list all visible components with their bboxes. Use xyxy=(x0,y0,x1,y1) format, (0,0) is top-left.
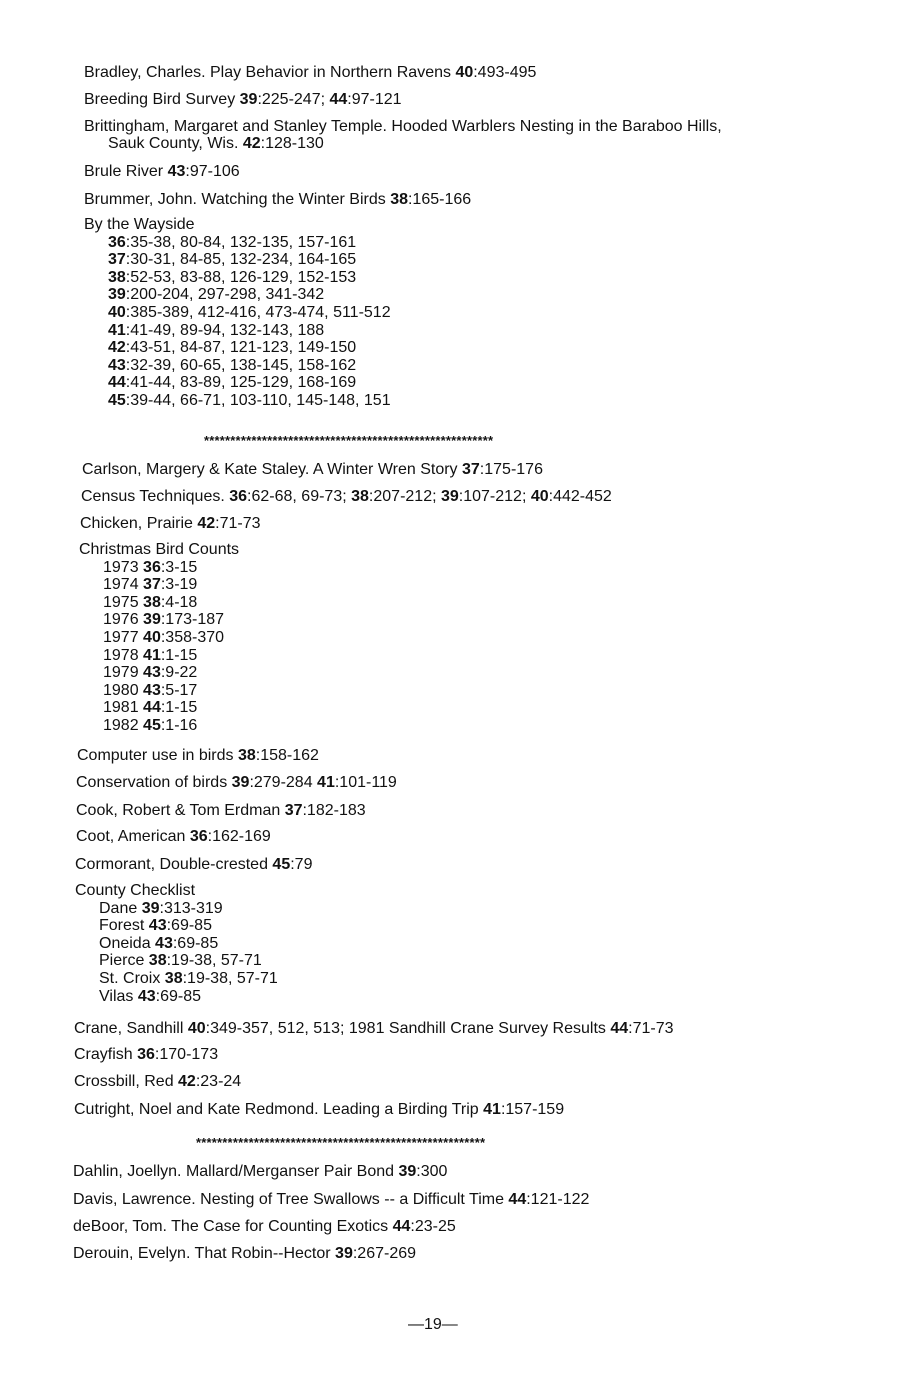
index-entry-coot: Coot, American 36:162-169 xyxy=(76,828,271,845)
index-entry-dahlin: Dahlin, Joellyn. Mallard/Merganser Pair Bond 39:300 xyxy=(73,1163,448,1180)
cbc-line: 1975 38:4-18 xyxy=(103,593,198,611)
index-entry-conservation: Conservation of birds 39:279-284 41:101-119 xyxy=(76,774,397,791)
cbc-line: 1977 40:358-370 xyxy=(103,628,225,646)
cbc-line: 1973 36:3-15 xyxy=(103,558,198,576)
wayside-line: 37:30-31, 84-85, 132-234, 164-165 xyxy=(108,251,357,269)
wayside-line: 45:39-44, 66-71, 103-110, 145-148, 151 xyxy=(108,391,391,409)
index-entry-census-techniques: Census Techniques. 36:62-68, 69-73; 38:207-212; 39:107-212; 40:442-452 xyxy=(81,488,612,505)
cbc-line: 1978 41:1-15 xyxy=(103,646,198,664)
wayside-line: 44:41-44, 83-89, 125-129, 168-169 xyxy=(108,374,357,392)
cbc-line: 1980 43:5-17 xyxy=(103,681,198,699)
entry-heading: Christmas Bird Counts xyxy=(79,541,240,558)
index-entry-crane-sandhill: Crane, Sandhill 40:349-357, 512, 513; 1981 Sandhill Crane Survey Results 44:71-73 xyxy=(74,1020,674,1037)
index-entry-cutright: Cutright, Noel and Kate Redmond. Leading a Birding Trip 41:157-159 xyxy=(74,1101,565,1118)
cbc-line: 1976 39:173-187 xyxy=(103,611,225,629)
index-entry-cook: Cook, Robert & Tom Erdman 37:182-183 xyxy=(76,802,366,819)
index-entry-carlson: Carlson, Margery & Kate Staley. A Winter Wren Story 37:175-176 xyxy=(82,461,543,478)
section-separator: ******************************************************* xyxy=(204,433,494,448)
county-line: Dane 39:313-319 xyxy=(99,899,223,917)
wayside-line: 36:35-38, 80-84, 132-135, 157-161 xyxy=(108,233,357,251)
section-separator: ******************************************************* xyxy=(196,1135,486,1150)
index-entry-brule-river: Brule River 43:97-106 xyxy=(84,163,240,180)
wayside-line: 41:41-49, 89-94, 132-143, 188 xyxy=(108,321,325,339)
entry-heading: County Checklist xyxy=(75,882,196,899)
index-entry-county-checklist xyxy=(75,882,278,1005)
index-entry-crayfish: Crayfish 36:170-173 xyxy=(74,1046,219,1063)
wayside-line: 42:43-51, 84-87, 121-123, 149-150 xyxy=(108,339,357,357)
cbc-line: 1974 37:3-19 xyxy=(103,576,198,594)
cbc-line: 1981 44:1-15 xyxy=(103,699,198,717)
wayside-line: 40:385-389, 412-416, 473-474, 511-512 xyxy=(108,303,391,321)
county-line: Oneida 43:69-85 xyxy=(99,934,219,952)
index-entry-breeding-bird-survey: Breeding Bird Survey 39:225-247; 44:97-121 xyxy=(84,91,402,108)
index-entry-brummer: Brummer, John. Watching the Winter Birds 38:165-166 xyxy=(84,191,472,208)
index-entry-bradley: Bradley, Charles. Play Behavior in Northern Ravens 40:493-495 xyxy=(84,64,537,81)
county-line: Forest 43:69-85 xyxy=(99,917,212,935)
entry-heading: By the Wayside xyxy=(84,216,195,233)
index-entry-crossbill: Crossbill, Red 42:23-24 xyxy=(74,1073,242,1090)
wayside-line: 38:52-53, 83-88, 126-129, 152-153 xyxy=(108,268,357,286)
cbc-line: 1979 43:9-22 xyxy=(103,664,198,682)
entry-line: Brittingham, Margaret and Stanley Temple. Hooded Warblers Nesting in the Baraboo Hills, xyxy=(84,118,722,135)
wayside-line: 39:200-204, 297-298, 341-342 xyxy=(108,286,325,304)
wayside-line: 43:32-39, 60-65, 138-145, 158-162 xyxy=(108,356,357,374)
index-entry-deboor: deBoor, Tom. The Case for Counting Exotics 44:23-25 xyxy=(73,1218,456,1235)
index-entry-brittingham xyxy=(84,118,722,152)
cbc-line: 1982 45:1-16 xyxy=(103,716,198,734)
page-number: —19— xyxy=(408,1316,458,1333)
index-entry-cormorant: Cormorant, Double-crested 45:79 xyxy=(75,856,313,873)
county-line: Vilas 43:69-85 xyxy=(99,987,202,1005)
county-line: Pierce 38:19-38, 57-71 xyxy=(99,952,262,970)
index-entry-christmas-bird-counts xyxy=(79,541,239,735)
county-line: St. Croix 38:19-38, 57-71 xyxy=(99,969,278,987)
entry-continuation: Sauk County, Wis. 42:128-130 xyxy=(108,135,324,152)
index-entry-derouin: Derouin, Evelyn. That Robin--Hector 39:267-269 xyxy=(73,1245,417,1262)
index-entry-by-the-wayside xyxy=(84,216,391,410)
index-entry-computer-use: Computer use in birds 38:158-162 xyxy=(77,747,319,764)
index-entry-chicken-prairie: Chicken, Prairie 42:71-73 xyxy=(80,515,261,532)
index-entry-davis: Davis, Lawrence. Nesting of Tree Swallows -- a Difficult Time 44:121-122 xyxy=(73,1191,590,1208)
